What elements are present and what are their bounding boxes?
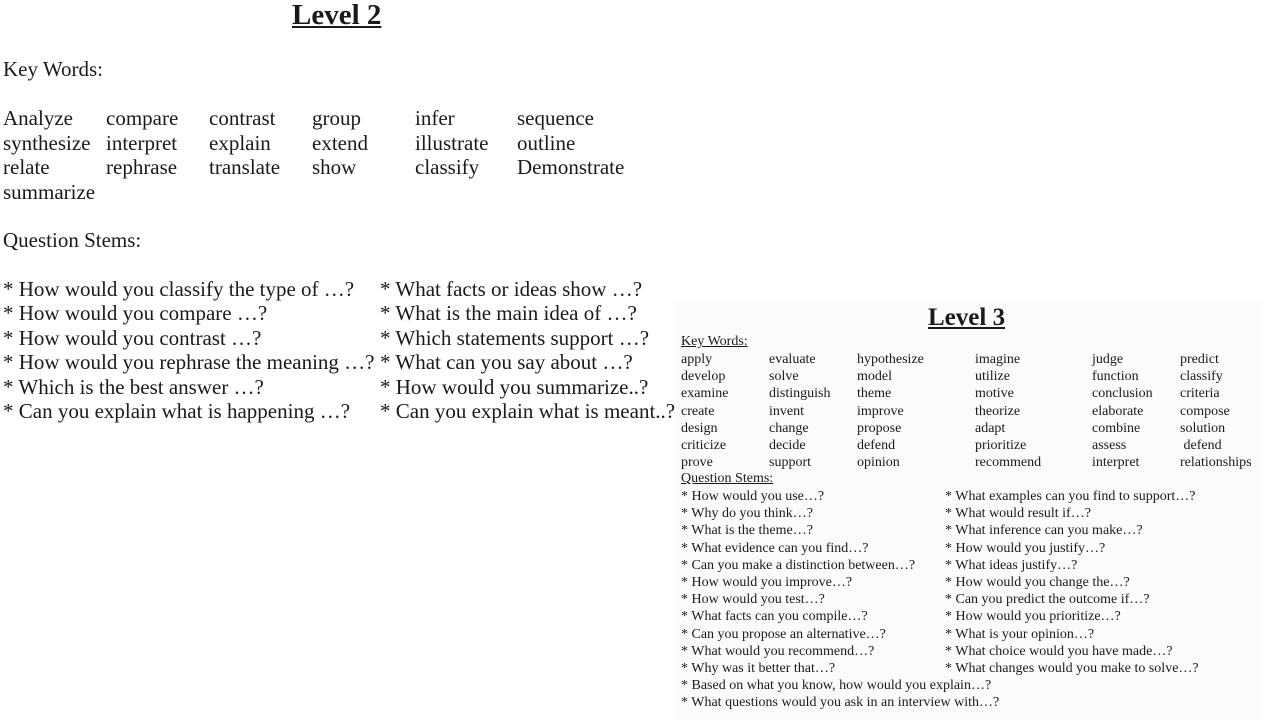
question-stem: * How would you summarize..? (380, 374, 649, 399)
key-word: evaluate (769, 352, 816, 367)
question-stem: * Which is the best answer …? (3, 374, 264, 399)
key-word: show (312, 155, 357, 179)
question-stem: * How would you prioritize…? (945, 609, 1121, 625)
question-stem: * What evidence can you find…? (681, 540, 869, 556)
key-word: relate (3, 155, 50, 179)
key-word: illustrate (415, 130, 489, 155)
key-word: solution (1180, 420, 1226, 436)
key-word: function (1092, 369, 1139, 385)
key-word: contrast (209, 106, 276, 130)
key-words-row (3, 131, 657, 156)
key-word: rephrase (106, 155, 178, 179)
key-word: infer (415, 106, 455, 130)
question-stem: * What would you recommend…? (681, 643, 875, 659)
level-3-question-stems-label: Question Stems: (681, 471, 774, 486)
key-word: criteria (1180, 386, 1220, 402)
key-word: elaborate (1092, 403, 1144, 419)
key-word: motive (975, 386, 1014, 402)
key-word: create (681, 403, 715, 419)
question-stem: * What facts or ideas show …? (380, 277, 643, 301)
key-word: defend (1180, 437, 1222, 453)
key-words-row (681, 403, 1270, 420)
key-word: develop (681, 369, 726, 385)
question-stem: * How would you improve…? (681, 574, 853, 590)
level-3-questions-right (945, 488, 1199, 677)
question-stem: * What ideas justify…? (945, 557, 1078, 573)
key-word: criticize (681, 437, 727, 453)
key-word: examine (681, 386, 729, 402)
key-word: solve (769, 369, 799, 385)
question-stem: * Based on what you know, how would you explain…? (681, 678, 992, 694)
key-word: relationships (1180, 455, 1252, 471)
key-word: propose (857, 420, 902, 436)
key-words-row (681, 437, 1270, 454)
question-stem: * Can you predict the outcome if…? (945, 592, 1150, 608)
question-stem: * What examples can you find to support…? (945, 489, 1196, 504)
key-word: predict (1180, 352, 1219, 367)
question-stem: * How would you classify the type of …? (3, 277, 355, 301)
question-stem: * What facts can you compile…? (681, 609, 868, 625)
question-stem: * Which statements support …? (380, 325, 650, 350)
key-words-row (681, 420, 1270, 437)
question-stem: * Can you make a distinction between…? (681, 557, 916, 573)
key-word: adapt (975, 420, 1006, 436)
key-word: improve (857, 403, 904, 419)
key-word: change (769, 420, 809, 436)
question-stem: * What is the theme…? (681, 523, 813, 539)
question-stem: * What choice would you have made…? (945, 643, 1173, 659)
question-stem: * What would result if…? (945, 506, 1091, 522)
key-word: translate (209, 155, 281, 179)
question-stem: * What questions would you ask in an interview with…? (681, 695, 1000, 711)
key-word: invent (769, 403, 804, 419)
key-word: distinguish (769, 386, 831, 402)
key-word: interpret (1092, 455, 1140, 471)
level-2-title: Level 2 (292, 0, 382, 31)
question-stem: * How would you test…? (681, 592, 825, 608)
question-stem: * Why was it better that…? (681, 660, 836, 676)
level-2-questions-right (380, 277, 675, 423)
question-stem: * Can you propose an alternative…? (681, 626, 886, 642)
key-word: recommend (975, 455, 1042, 471)
key-word: group (312, 106, 361, 130)
question-stem: * How would you rephrase the meaning …? (3, 350, 375, 375)
question-stem: * How would you compare …? (3, 301, 268, 326)
key-word: utilize (975, 369, 1010, 385)
question-stem: * What is your opinion…? (945, 626, 1095, 642)
question-stem: * How would you contrast …? (3, 325, 262, 350)
key-word: theorize (975, 403, 1021, 419)
key-word: combine (1092, 420, 1141, 436)
level-3-key-words-label: Key Words: (681, 334, 748, 349)
key-word: prioritize (975, 437, 1027, 453)
key-word: outline (517, 130, 576, 155)
key-words-row (681, 368, 1270, 385)
level-2-question-stems-label: Question Stems: (3, 228, 142, 252)
key-words-row (3, 106, 657, 131)
question-stem: * Can you explain what is happening …? (3, 398, 351, 423)
key-word: opinion (857, 455, 900, 471)
level-2-key-words-grid (3, 106, 657, 204)
key-word: compare (106, 106, 179, 130)
key-word: support (769, 455, 811, 471)
question-stem: * What changes would you make to solve…? (945, 660, 1199, 676)
key-word: synthesize (3, 130, 91, 155)
question-stem: * What inference can you make…? (945, 523, 1143, 539)
key-word: defend (857, 437, 896, 453)
level-2-questions-left (3, 277, 375, 423)
key-word: classify (1180, 369, 1223, 385)
key-words-row (3, 180, 657, 205)
key-word: prove (681, 455, 713, 471)
key-word: explain (209, 130, 271, 155)
question-stem: * Can you explain what is meant..? (380, 398, 676, 423)
key-word: summarize (3, 179, 96, 204)
key-word: apply (681, 352, 713, 367)
key-word: imagine (975, 352, 1021, 367)
question-stem: * How would you justify…? (945, 540, 1106, 556)
key-word: Analyze (3, 106, 73, 130)
question-stem: * Why do you think…? (681, 506, 813, 522)
key-words-row (3, 155, 657, 180)
key-words-row (681, 385, 1270, 402)
level-3-key-words-grid (681, 351, 1270, 471)
question-stem: * How would you change the…? (945, 574, 1130, 590)
key-words-row (681, 454, 1270, 471)
question-stem: * What is the main idea of …? (380, 301, 637, 326)
key-word: assess (1092, 437, 1127, 453)
key-word: conclusion (1092, 386, 1153, 402)
key-word: interpret (106, 130, 178, 155)
level-2-key-words-label: Key Words: (3, 57, 103, 81)
key-word: Demonstrate (517, 155, 625, 179)
key-word: model (857, 369, 892, 385)
key-word: sequence (517, 106, 594, 130)
level-3-title: Level 3 (928, 304, 1006, 331)
key-word: judge (1092, 352, 1124, 367)
key-words-row (681, 351, 1270, 368)
question-stem: * What can you say about …? (380, 350, 633, 375)
key-word: theme (857, 386, 892, 402)
question-stem: * How would you use…? (681, 489, 825, 504)
key-word: hypothesize (857, 352, 924, 367)
key-word: classify (415, 155, 480, 179)
key-word: design (681, 420, 718, 436)
key-word: compose (1180, 403, 1230, 419)
key-word: decide (769, 437, 806, 453)
key-word: extend (312, 130, 368, 155)
